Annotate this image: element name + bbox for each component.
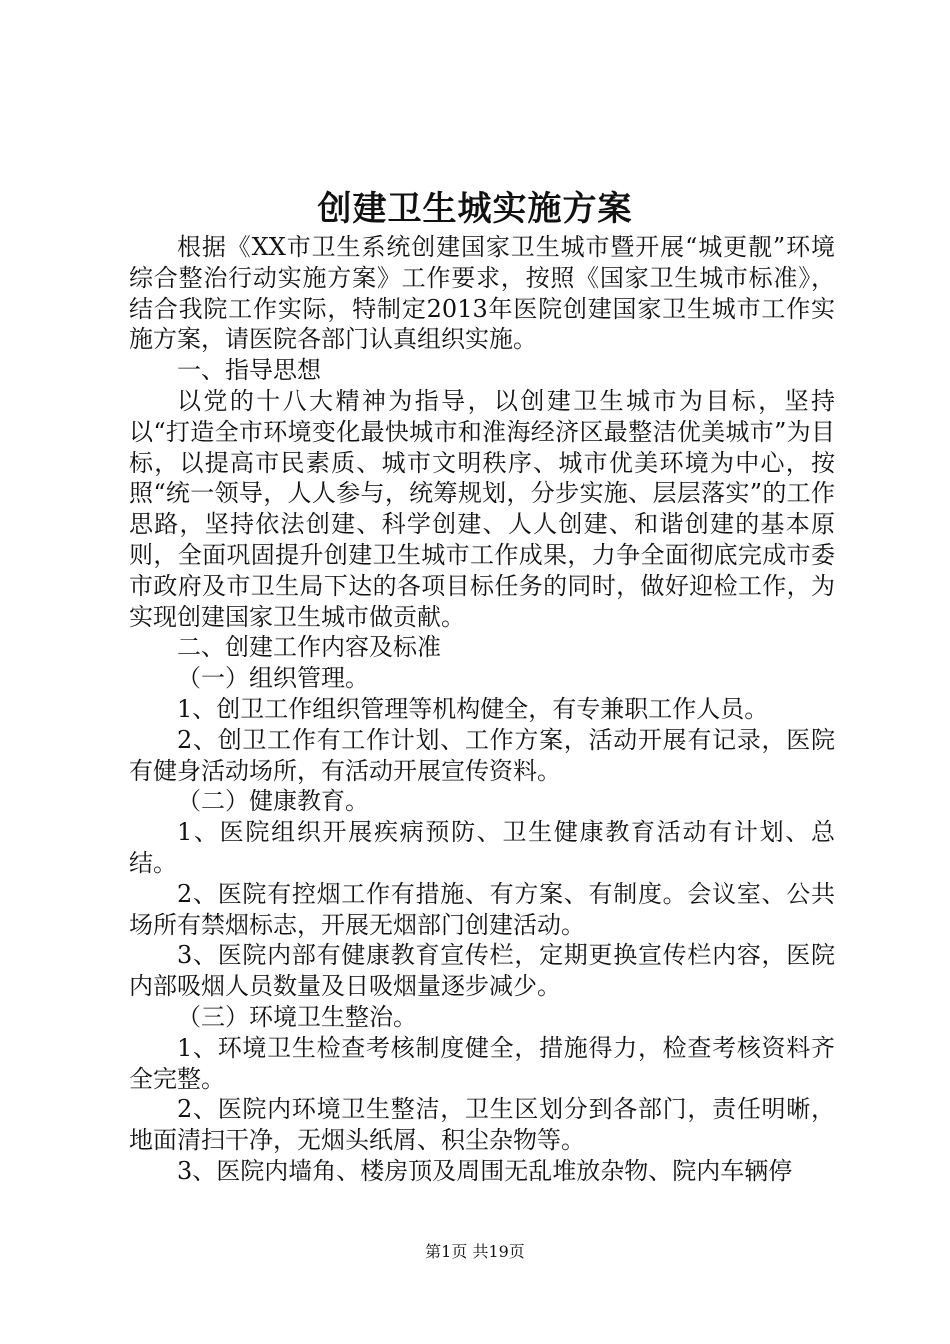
list-item: 1、环境卫生检查考核制度健全，措施得力，检查考核资料齐全完整。 xyxy=(129,1033,835,1093)
list-item: 1、创卫工作组织管理等机构健全，有专兼职工作人员。 xyxy=(177,694,769,723)
list-item: 3、医院内墙角、楼房顶及周围无乱堆放杂物、院内车辆停 xyxy=(177,1156,793,1185)
list-item: 2、医院内环境卫生整洁，卫生区划分到各部门，责任明晰，地面清扫干净，无烟头纸屑、积尘杂物等。 xyxy=(129,1095,835,1155)
subsection-heading-environment: （三）环境卫生整治。 xyxy=(177,1002,417,1031)
subsection-heading-health-education: （二）健康教育。 xyxy=(177,787,369,816)
document-body xyxy=(129,232,835,1187)
page-number-footer: 第1页 共19页 xyxy=(425,1242,525,1261)
paragraph-guiding-thought: 以党的十八大精神为指导，以创建卫生城市为目标，坚持以“打造全市环境变化最快城市和淮海经济区最整洁优美城市”为目标，以提高市民素质、城市文明秩序、城市优美环境为中心，按照“统一领导，人人参与，统筹规划，分步实施、层层落实”的工作思路，坚持依法创建、科学创建、人人创建、和谐创建的基本原则，全面巩固提升创建卫生城市工作成果，力争全面彻底完成市委市政府及市卫生局下达的各项目标任务的同时，做好迎检工作，为实现创建国家卫生城市做贡献。 xyxy=(129,386,835,631)
subsection-heading-organization: （一）组织管理。 xyxy=(177,664,369,693)
document-title: 创建卫生城实施方案 xyxy=(317,189,633,229)
section-heading-content-standards: 二、创建工作内容及标准 xyxy=(177,633,441,662)
section-heading-guiding-thought: 一、指导思想 xyxy=(177,356,321,385)
list-item: 1、医院组织开展疾病预防、卫生健康教育活动有计划、总结。 xyxy=(129,818,835,877)
list-item: 2、创卫工作有工作计划、工作方案，活动开展有记录，医院有健身活动场所，有活动开展宣传资料。 xyxy=(129,725,835,785)
paragraph-intro: 根据《XX市卫生系统创建国家卫生城市暨开展“城更靓”环境综合整治行动实施方案》工作要求，按照《国家卫生城市标准》，结合我院工作实际，特制定2013年医院创建国家卫生城市工作实施方案，请医院各部门认真组织实施。 xyxy=(129,233,835,354)
list-item: 2、医院有控烟工作有措施、有方案、有制度。会议室、公共场所有禁烟标志，开展无烟部门创建活动。 xyxy=(129,879,835,939)
list-item: 3、医院内部有健康教育宣传栏，定期更换宣传栏内容，医院内部吸烟人员数量及日吸烟量逐步减少。 xyxy=(129,941,835,1001)
